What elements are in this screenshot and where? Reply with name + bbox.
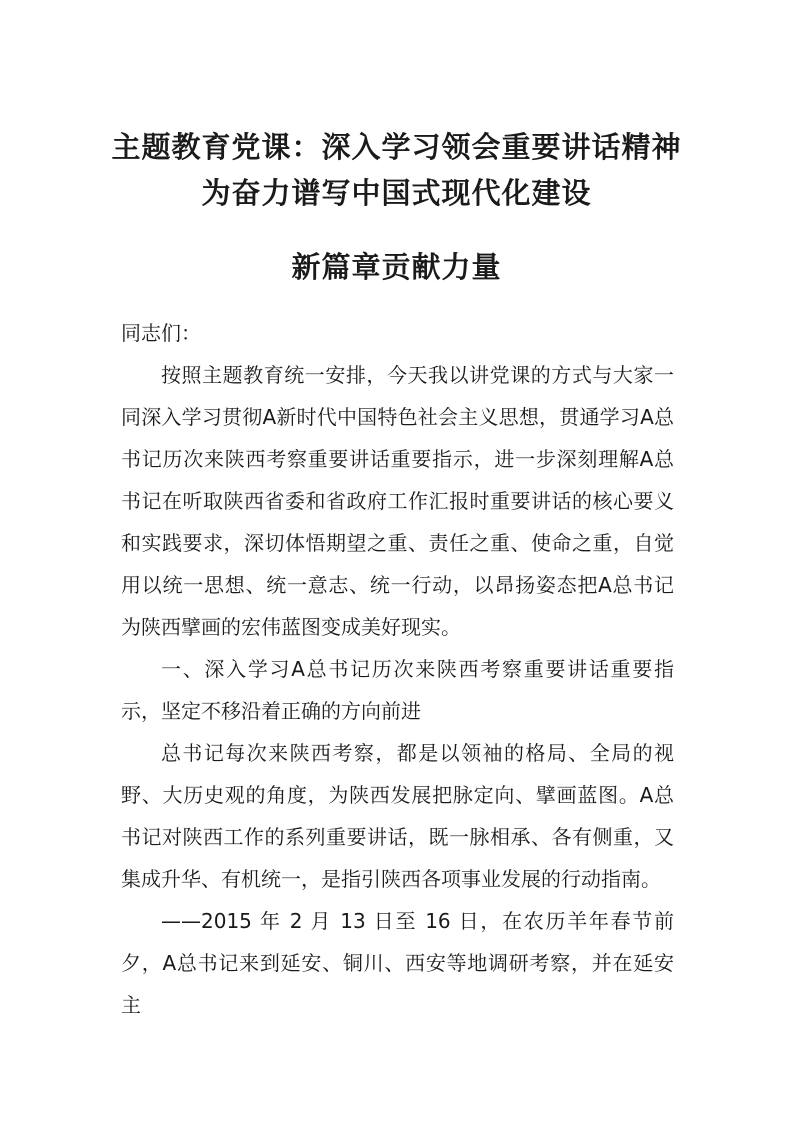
title-line-2: 为奋力谱写中国式现代化建设 xyxy=(201,176,592,210)
paragraph-overview: 总书记每次来陕西考察，都是以领袖的格局、全局的视野、大历史观的角度，为陕西发展把脉定向、擘画蓝图。A总书记对陕西工作的系列重要讲话，既一脉相承、各有侧重，又集成升华、有机统一，是指引陕西各项事业发展的行动指南。 xyxy=(121,741,674,891)
document-body xyxy=(121,312,674,1026)
title-line-3: 新篇章贡献力量 xyxy=(291,250,502,284)
paragraph-2015-visit: ——2015 年 2 月 13 日至 16 日，在农历羊年春节前夕，A总书记来到延安、铜川、西安等地调研考察，并在延安主 xyxy=(121,909,674,1017)
paragraph-intro: 按照主题教育统一安排，今天我以讲党课的方式与大家一同深入学习贯彻A新时代中国特色社会主义思想，贯通学习A总书记历次来陕西考察重要讲话重要指示，进一步深刻理解A总书记在听取陕西省委和省政府工作汇报时重要讲话的核心要义和实践要求，深切体悟期望之重、责任之重、使命之重，自觉用以统一思想、统一意志、统一行动，以昂扬姿态把A总书记为陕西擘画的宏伟蓝图变成美好现实。 xyxy=(121,363,674,639)
section-heading-1: 一、深入学习A总书记历次来陕西考察重要讲话重要指示，坚定不移沿着正确的方向前进 xyxy=(121,657,674,723)
title-line-1: 主题教育党课：深入学习领会重要讲话精神 xyxy=(111,130,682,164)
salutation: 同志们： xyxy=(121,321,201,345)
